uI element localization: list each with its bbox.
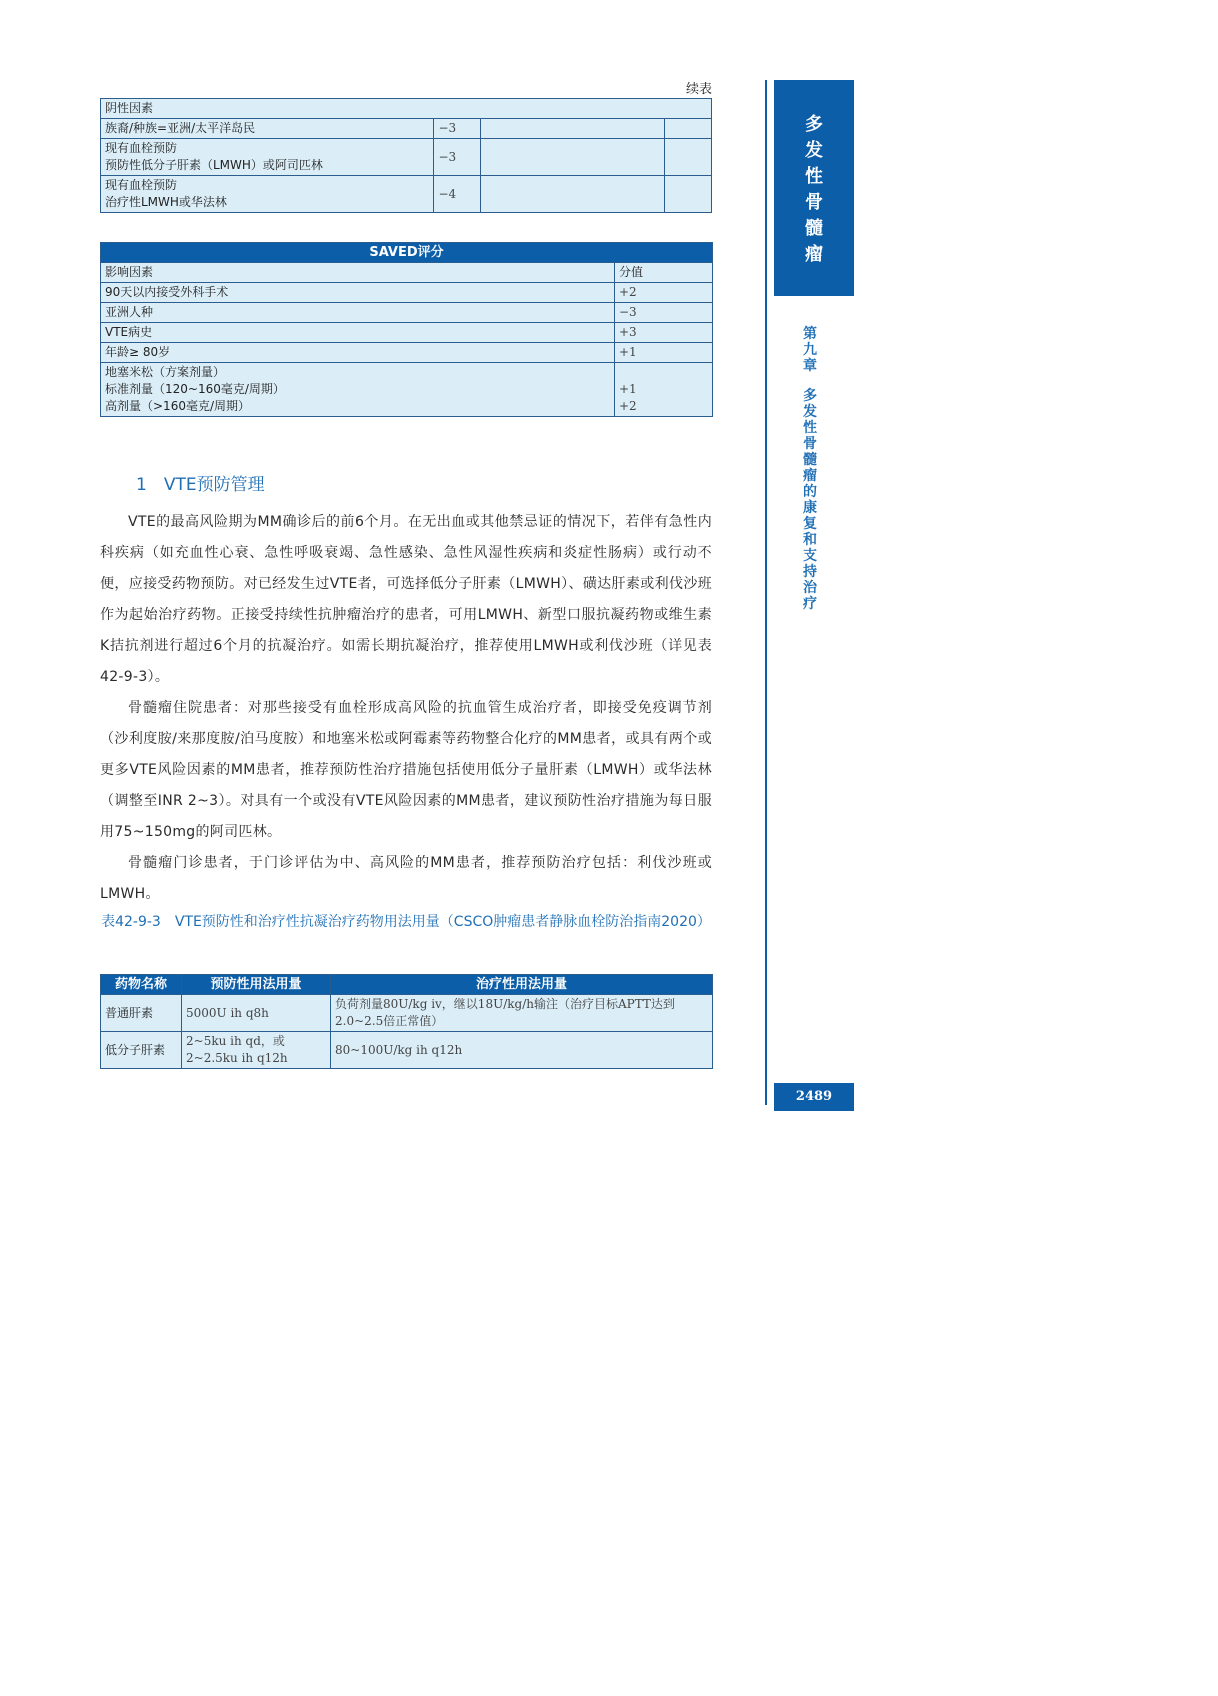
saved-factor: VTE病史	[101, 323, 615, 343]
chapter-char: 治	[803, 580, 817, 596]
table1-row-label: 现有血栓预防 治疗性LMWH或华法林	[101, 176, 434, 213]
chapter-char: 康	[803, 500, 817, 516]
saved-header-score: 分值	[615, 263, 713, 283]
paragraph: 骨髓瘤门诊患者，于门诊评估为中、高风险的MM患者，推荐预防治疗包括：利伐沙班或LMWH。	[100, 855, 712, 902]
chapter-tab-char: 性	[805, 166, 823, 187]
saved-factor: 年龄≥ 80岁	[101, 343, 615, 363]
chapter-char: 章	[803, 358, 817, 374]
chapter-char: 性	[803, 420, 817, 436]
chapter-char: 的	[803, 484, 817, 500]
margin-rule	[765, 80, 767, 1105]
saved-score: +1	[615, 343, 713, 363]
table3-prevent: 5000U ih q8h	[182, 995, 331, 1032]
table3-header: 治疗性用法用量	[331, 975, 713, 995]
saved-factor: 地塞米松（方案剂量） 标准剂量（120~160毫克/周期） 高剂量（>160毫克/周期）	[101, 363, 615, 417]
saved-header-factor: 影响因素	[101, 263, 615, 283]
chapter-char: 和	[803, 532, 817, 548]
risk-factor-table-continued	[100, 98, 712, 213]
table3-drug: 普通肝素	[101, 995, 182, 1032]
chapter-char: 多	[803, 388, 817, 404]
table3-header: 药物名称	[101, 975, 182, 995]
table1-row-value: −4	[434, 176, 481, 213]
table3-treat: 80~100U/kg ih q12h	[331, 1032, 713, 1069]
chapter-char: 发	[803, 404, 817, 420]
chapter-char: 疗	[803, 596, 817, 612]
chapter-running-title	[798, 326, 822, 612]
table3-drug: 低分子肝素	[101, 1032, 182, 1069]
chapter-tab-char: 多	[805, 114, 823, 135]
saved-factor: 90天以内接受外科手术	[101, 283, 615, 303]
chapter-tab-char: 骨	[805, 192, 823, 213]
chapter-char: 支	[803, 548, 817, 564]
saved-score: +3	[615, 323, 713, 343]
section-title: 1 VTE预防管理	[136, 475, 265, 495]
table3-prevent: 2~5ku ih qd，或 2~2.5ku ih q12h	[182, 1032, 331, 1069]
saved-score-table	[100, 242, 712, 417]
table-caption: 表42-9-3 VTE预防性和治疗性抗凝治疗药物用法用量（CSCO肿瘤患者静脉血栓防治指南2020）	[101, 914, 711, 930]
continued-label: 续表	[685, 82, 712, 97]
table1-row-value: −3	[434, 119, 481, 139]
table1-row-value: −3	[434, 139, 481, 176]
page-number: 2489	[774, 1083, 854, 1111]
saved-factor: 亚洲人种	[101, 303, 615, 323]
chapter-char: 髓	[803, 452, 817, 468]
anticoagulant-dosage-table	[100, 974, 712, 1069]
chapter-tab-char: 髓	[805, 218, 823, 239]
table3-treat: 负荷剂量80U/kg iv，继以18U/kg/h输注（治疗目标APTT达到2.0~2.5倍正常值）	[331, 995, 713, 1032]
saved-table-title: SAVED评分	[101, 243, 713, 263]
chapter-tab-char: 瘤	[805, 244, 823, 265]
chapter-tab	[774, 80, 854, 296]
table1-row-label: 阴性因素	[101, 99, 712, 119]
table3-header: 预防性用法用量	[182, 975, 331, 995]
table1-row-label: 现有血栓预防 预防性低分子肝素（LMWH）或阿司匹林	[101, 139, 434, 176]
saved-score: −3	[615, 303, 713, 323]
chapter-char: 第	[803, 326, 817, 342]
chapter-char: 复	[803, 516, 817, 532]
chapter-char: 骨	[803, 436, 817, 452]
chapter-tab-char: 发	[805, 140, 823, 161]
table1-row-label: 族裔/种族=亚洲/太平洋岛民	[101, 119, 434, 139]
saved-score: +2	[615, 283, 713, 303]
chapter-char: 瘤	[803, 468, 817, 484]
saved-score: +1 +2	[615, 363, 713, 417]
paragraph: 骨髓瘤住院患者：对那些接受有血栓形成高风险的抗血管生成治疗者，即接受免疫调节剂（沙利度胺/来那度胺/泊马度胺）和地塞米松或阿霉素等药物整合化疗的MM患者，或具有两个或更多VTE风险因素的MM患者，推荐预防性治疗措施包括使用低分子量肝素（LMWH）或华法林（调整至INR 2~3）。对具有一个或没有VTE风险因素的MM患者，建议预防性治疗措施为每日服用75~150mg的阿司匹林。	[100, 700, 712, 840]
chapter-char: 九	[803, 342, 817, 358]
chapter-char: 持	[803, 564, 817, 580]
paragraph: VTE的最高风险期为MM确诊后的前6个月。在无出血或其他禁忌证的情况下，若伴有急性内科疾病（如充血性心衰、急性呼吸衰竭、急性感染、急性风湿性疾病和炎症性肠病）或行动不便，应接受药物预防。对已经发生过VTE者，可选择低分子肝素（LMWH）、磺达肝素或利伐沙班作为起始治疗药物。正接受持续性抗肿瘤治疗的患者，可用LMWH、新型口服抗凝药物或维生素K拮抗剂进行超过6个月的抗凝治疗。如需长期抗凝治疗，推荐使用LMWH或利伐沙班（详见表42-9-3）。	[100, 514, 712, 685]
